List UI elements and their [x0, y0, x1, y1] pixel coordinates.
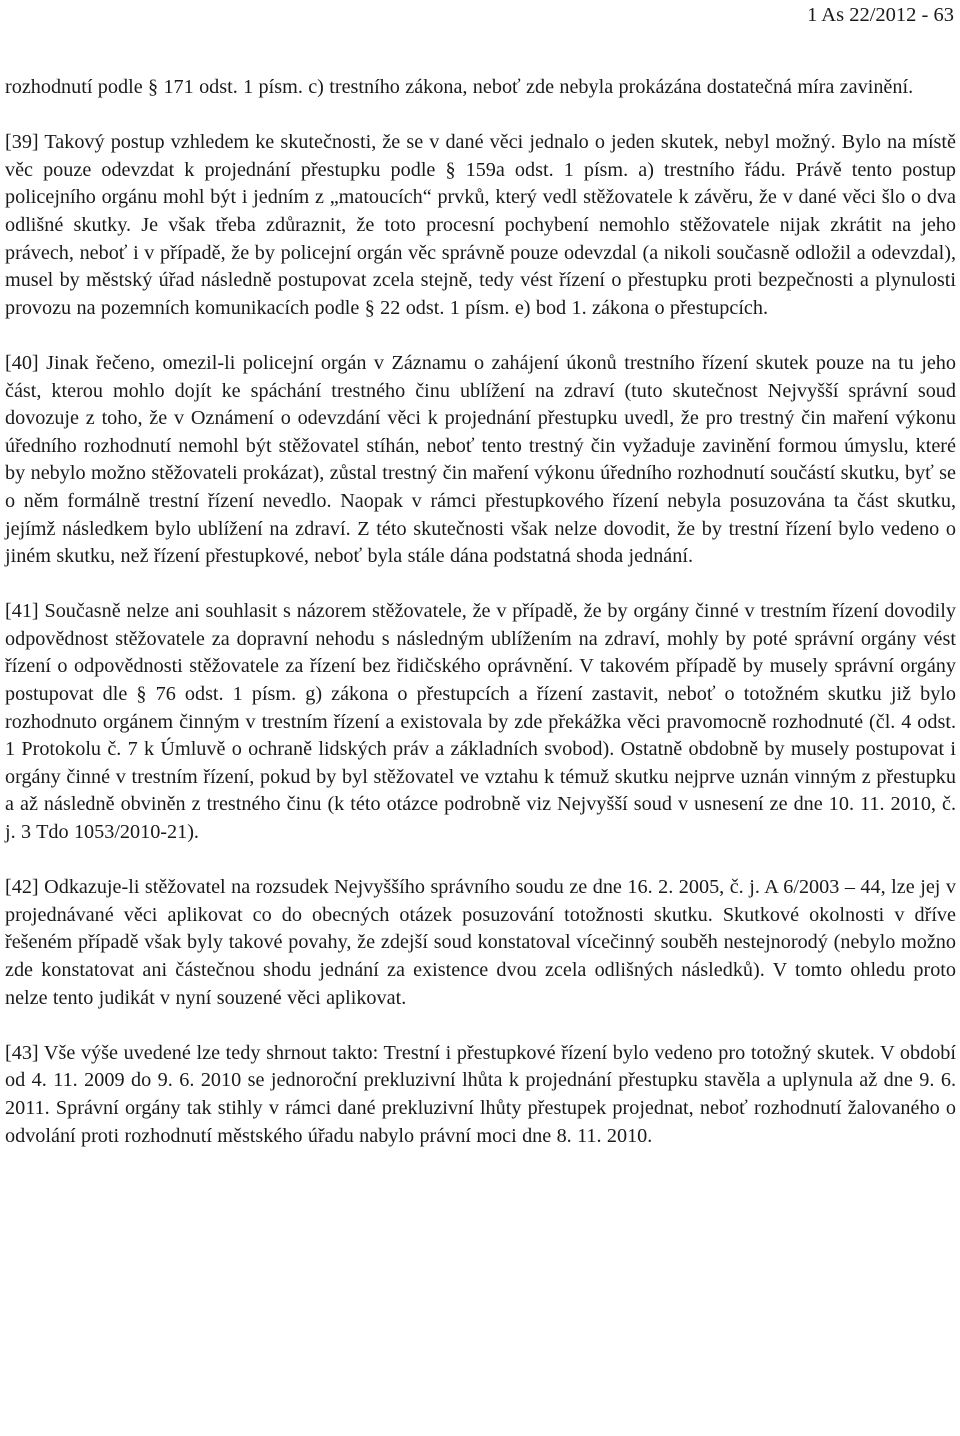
paragraph-43: [43] Vše výše uvedené lze tedy shrnout takto: Trestní i přestupkové řízení bylo vedeno pro totožný skutek. V období od 4. 11. 2009 do 9. 6. 2010 se jednoroční prekluzivní lhůta k projednání přestupku stavěla a uplynula až dne 9. 6. 2011. Správní orgány tak stihly v rámci dané prekluzivní lhůty přestupek projednat, neboť rozhodnutí žalovaného o odvolání proti rozhodnutí městského úřadu nabylo právní moci dne 8. 11. 2010.: [5, 1041, 956, 1147]
paragraph-40: [40] Jinak řečeno, omezil-li policejní orgán v Záznamu o zahájení úkonů trestního řízení skutek pouze na tu jeho část, kterou mohlo dojít ke spáchání trestného činu ublížení na zdraví (tuto skutečnost Nejvyšší správní soud dovozuje z toho, že v Oznámení o odevzdání věci k projednání přestupku uvedl, že pro trestný čin maření výkonu úředního rozhodnutí nemohl být stěžovatel stíhán, neboť tento trestný čin vyžaduje zavinění formou úmyslu, které by nebylo možno stěžovateli prokázat), zůstal trestný čin maření výkonu úředního rozhodnutí součástí skutku, byť se o něm formálně trestní řízení nevedlo. Naopak v rámci přestupkového řízení nebyla posuzována ta část skutku, jejímž následkem bylo ublížení na zdraví. Z této skutečnosti však nelze dovodit, že by trestní řízení bylo vedeno o jiném skutku, než řízení přestupkové, neboť byla stále dána podstatná shoda jednání.: [5, 351, 956, 568]
paragraph-39: [39] Takový postup vzhledem ke skutečnosti, že se v dané věci jednalo o jeden skutek, nebyl možný. Bylo na místě věc pouze odevzdat k projednání přestupku podle § 159a odst. 1 písm. a) trestního řádu. Právě tento postup policejního orgánu mohl být i jedním z „matoucích“ prvků, který vedl stěžovatele k závěru, že v dané věci šlo o dva odlišné skutky. Je však třeba zdůraznit, že toto procesní pochybení nemohlo stěžovatele nijak zkrátit na jeho právech, neboť i v případě, že by policejní orgán věc správně pouze odevzdal (a nikoli současně odložil a odevzdal), musel by městský úřad následně postupovat zcela stejně, tedy vést řízení o přestupku proti bezpečnosti a plynulosti provozu na pozemních komunikacích podle § 22 odst. 1 písm. e) bod 1. zákona o přestupcích.: [5, 131, 956, 319]
document-body: [5, 74, 956, 1150]
case-reference: 1 As 22/2012 - 63: [807, 4, 954, 26]
paragraph-continuation: rozhodnutí podle § 171 odst. 1 písm. c) trestního zákona, neboť zde nebyla prokázána dostatečná míra zavinění.: [5, 76, 914, 98]
paragraph-41: [41] Současně nelze ani souhlasit s názorem stěžovatele, že v případě, že by orgány činné v trestním řízení dovodily odpovědnost stěžovatele za dopravní nehodu s následným ublížením na zdraví, mohly by poté správní orgány vést řízení o odpovědnosti stěžovatele za řízení bez řidičského oprávnění. V takovém případě by musely správní orgány postupovat dle § 76 odst. 1 písm. g) zákona o přestupcích a řízení zastavit, neboť o totožném skutku již bylo rozhodnuto orgánem činným v trestním řízení a existovala by zde překážka věci pravomocně rozhodnuté (čl. 4 odst. 1 Protokolu č. 7 k Úmluvě o ochraně lidských práv a základních svobod). Ostatně obdobně by musely postupovat i orgány činné v trestním řízení, pokud by byl stěžovatel ve vztahu k témuž skutku nejprve uznán vinným z přestupku a až následně obviněn z trestného činu (k této otázce podrobně viz Nejvyšší soud v usnesení ze dne 10. 11. 2010, č. j. 3 Tdo 1053/2010-21).: [5, 600, 956, 844]
paragraph-42: [42] Odkazuje-li stěžovatel na rozsudek Nejvyššího správního soudu ze dne 16. 2. 2005, č. j. A 6/2003 – 44, lze jej v projednávané věci aplikovat co do obecných otázek posuzování totožnosti skutku. Skutkové okolnosti v dříve řešeném případě však byly takové povahy, že zdejší soud konstatoval vícečinný souběh nestejnorodý (nebylo možno zde konstatovat ani částečnou shodu jednání za existence dvou zcela odlišných následků). V tomto ohledu proto nelze tento judikát v nyní souzené věci aplikovat.: [5, 876, 956, 1009]
